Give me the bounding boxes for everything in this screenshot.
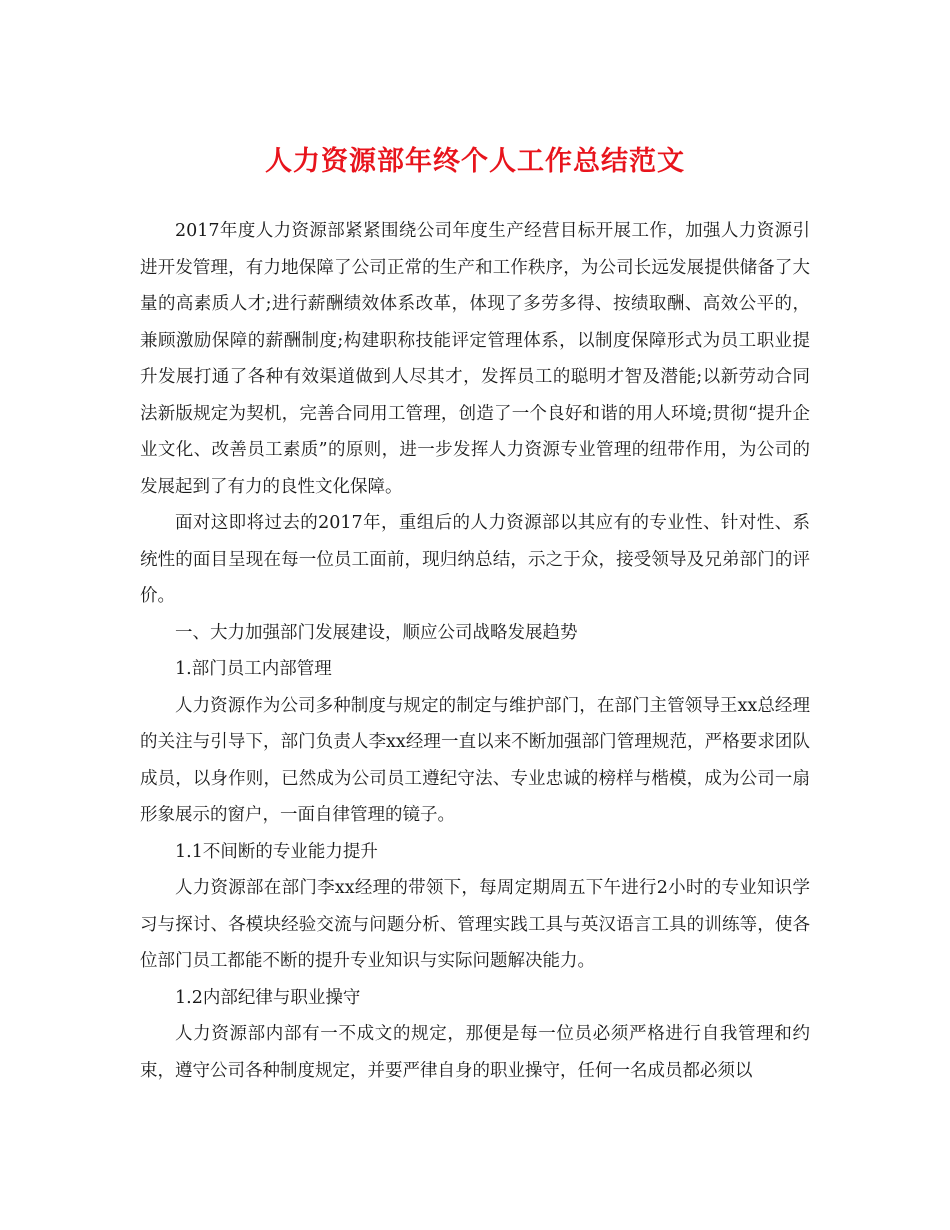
document-title: 人力资源部年终个人工作总结范文: [265, 146, 685, 177]
subheading-1-1-1: 1.1不间断的专业能力提升: [175, 841, 378, 862]
document-body: [140, 213, 810, 1089]
paragraph-intro: 2017年度人力资源部紧紧围绕公司年度生产经营目标开展工作，加强人力资源引进开发管理，有力地保障了公司正常的生产和工作秩序，为公司长远发展提供储备了大量的高素质人才;进行薪酬绩效体系改革，体现了多劳多得、按绩取酬、高效公平的，兼顾激励保障的薪酬制度;构建职称技能评定管理体系，以制度保障形式为员工职业提升发展打通了各种有效渠道做到人尽其才，发挥员工的聪明才智及潜能;以新劳动合同法新版规定为契机，完善合同用工管理，创造了一个良好和谐的用人环境;贯彻“提升企业文化、改善员工素质”的原则，进一步发挥人力资源专业管理的纽带作用，为公司的发展起到了有力的良性文化保障。: [140, 221, 810, 497]
paragraph-professional-training: 人力资源部在部门李xx经理的带领下，每周定期周五下午进行2小时的专业知识学习与探讨、各模块经验交流与问题分析、管理实践工具与英汉语言工具的训练等，使各位部门员工都能不断的提升专业知识与实际问题解决能力。: [140, 878, 810, 971]
subheading-1-1-2: 1.2内部纪律与职业操守: [175, 987, 361, 1008]
paragraph-review: 面对这即将过去的2017年，重组后的人力资源部以其应有的专业性、针对性、系统性的面目呈现在每一位员工面前，现归纳总结，示之于众，接受领导及兄弟部门的评价。: [140, 513, 810, 606]
paragraph-discipline: 人力资源部内部有一不成文的规定，那便是每一位员必须严格进行自我管理和约束，遵守公司各种制度规定，并要严律自身的职业操守，任何一名成员都必须以: [140, 1024, 810, 1081]
section-heading-1: 一、大力加强部门发展建设，顺应公司战略发展趋势: [175, 622, 578, 643]
paragraph-dept-management: 人力资源作为公司多种制度与规定的制定与维护部门，在部门主管领导王xx总经理的关注与引导下，部门负责人李xx经理一直以来不断加强部门管理规范，严格要求团队成员，以身作则，已然成为公司员工遵纪守法、专业忠诚的榜样与楷模，成为公司一扇形象展示的窗户，一面自律管理的镜子。: [140, 695, 810, 825]
subheading-1-1: 1.部门员工内部管理: [175, 659, 332, 679]
